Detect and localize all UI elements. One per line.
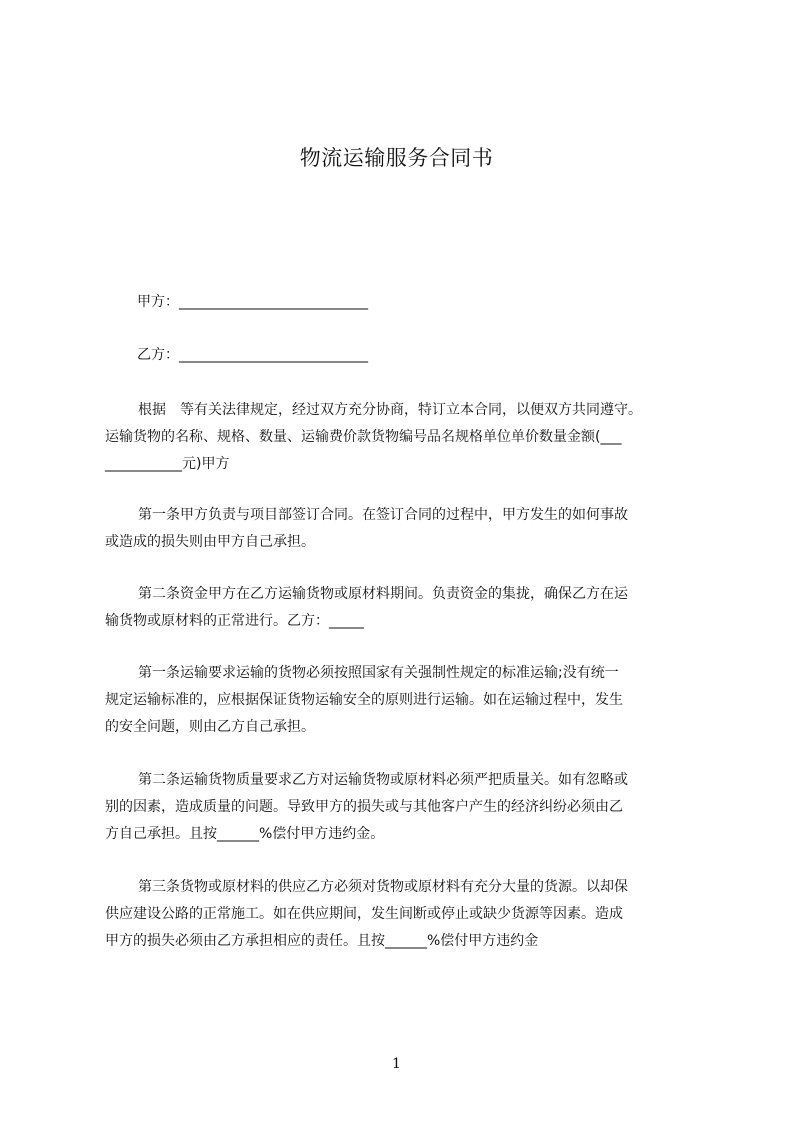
paragraph-line: 运输货物的名称、规格、数量、运输费价款货物编号品名规格单位单价数量金额(___ bbox=[105, 429, 622, 445]
party-b-line bbox=[137, 345, 368, 365]
paragraph-line: 规定运输标准的，应根据保证货物运输安全的原则进行运输。如在运输过程中，发生 bbox=[105, 692, 623, 708]
paragraph-clause-b3 bbox=[105, 874, 695, 955]
paragraph-intro bbox=[105, 397, 695, 478]
party-a-blank: ___________________________ bbox=[179, 294, 368, 310]
paragraph-line: 根据 等有关法律规定，经过双方充分协商，特订立本合同，以便双方共同遵守。 bbox=[138, 402, 642, 418]
page-number: 1 bbox=[392, 1056, 401, 1072]
paragraph-line: 方自己承担。且按______%偿付甲方违约金。 bbox=[105, 826, 385, 842]
paragraph-line: 输货物或原材料的正常进行。乙方：_____ bbox=[105, 613, 364, 629]
paragraph-clause-b1 bbox=[105, 660, 695, 741]
paragraph-line: 甲方的损失必须由乙方承担相应的责任。且按______%偿付甲方违约金 bbox=[105, 933, 539, 949]
paragraph-line: 第二条运输货物质量要求乙方对运输货物或原材料必须严把质量关。如有忽略或 bbox=[138, 772, 628, 788]
paragraph-line: 或造成的损失则由甲方自己承担。 bbox=[105, 534, 315, 550]
paragraph-line: 第一条运输要求运输的货物必须按照国家有关强制性规定的标准运输;没有统一 bbox=[138, 665, 619, 681]
document-title: 物流运输服务合同书 bbox=[299, 146, 494, 170]
paragraph-line: 别的因素，造成质量的问题。导致甲方的损失或与其他客户产生的经济纠纷必须由乙 bbox=[105, 799, 623, 815]
paragraph-line: ___________元)甲方 bbox=[105, 456, 230, 472]
paragraph-clause-b2 bbox=[105, 767, 695, 848]
party-a-line bbox=[137, 292, 368, 312]
paragraph-clause-a1 bbox=[105, 502, 695, 556]
paragraph-clause-a2 bbox=[105, 581, 695, 635]
paragraph-line: 第一条甲方负责与项目部签订合同。在签订合同的过程中，甲方发生的如何事故 bbox=[138, 507, 628, 523]
party-b-label: 乙方： bbox=[137, 347, 179, 363]
paragraph-line: 第二条资金甲方在乙方运输货物或原材料期间。负责资金的集拢，确保乙方在运 bbox=[138, 586, 628, 602]
paragraph-line: 第三条货物或原材料的供应乙方必须对货物或原材料有充分大量的货源。以却保 bbox=[138, 879, 628, 895]
party-a-label: 甲方： bbox=[137, 294, 179, 310]
paragraph-line: 的安全问题，则由乙方自己承担。 bbox=[105, 719, 315, 735]
paragraph-line: 供应建设公路的正常施工。如在供应期间，发生间断或停止或缺少货源等因素。造成 bbox=[105, 906, 623, 922]
party-b-blank: ___________________________ bbox=[179, 347, 368, 363]
